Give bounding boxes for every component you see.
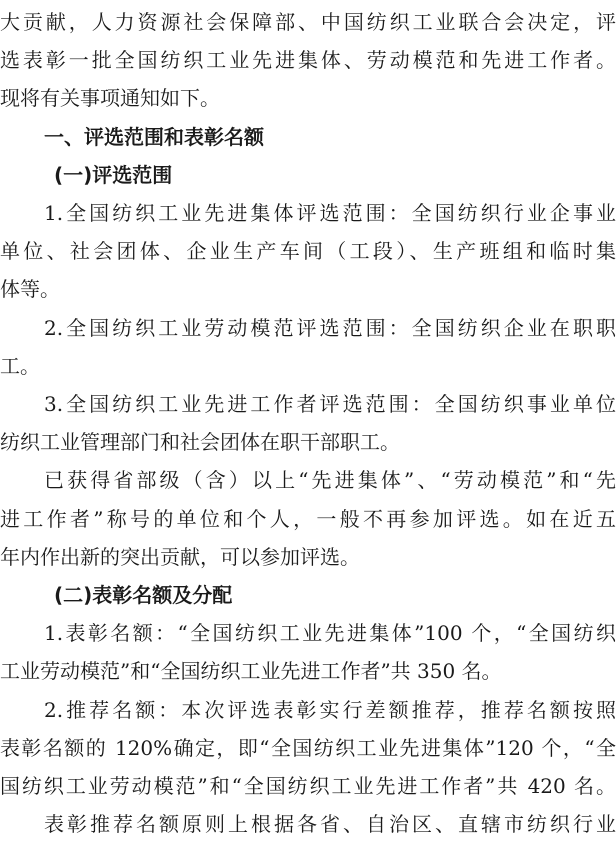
paragraph-line: 现将有关事项通知如下。 <box>0 86 220 110</box>
paragraph-line: 年内作出新的突出贡献，可以参加评选。 <box>0 545 360 569</box>
paragraph-line: 已获得省部级（含）以上“先进集体”、“劳动模范”和“先 <box>44 468 616 492</box>
paragraph-line: 3.全国纺织工业先进工作者评选范围：全国纺织事业单位 <box>44 392 616 416</box>
paragraph-line: 纺织工业管理部门和社会团体在职干部职工。 <box>0 430 400 454</box>
paragraph-line: 进工作者”称号的单位和个人，一般不再参加评选。如在近五 <box>0 507 616 531</box>
paragraph-line: 体等。 <box>0 277 60 301</box>
subsection-heading: (一)评选范围 <box>54 163 173 187</box>
paragraph-line: 工业劳动模范”和“全国纺织工业先进工作者”共 350 名。 <box>0 659 502 683</box>
paragraph-line: 工。 <box>0 354 40 378</box>
paragraph-line: 表彰推荐名额原则上根据各省、自治区、直辖市纺织行业 <box>44 812 616 836</box>
paragraph-line: 2.推荐名额：本次评选表彰实行差额推荐，推荐名额按照 <box>44 698 616 722</box>
paragraph-line: 1.全国纺织工业先进集体评选范围：全国纺织行业企事业 <box>44 201 616 225</box>
section-heading: 一、评选范围和表彰名额 <box>44 125 264 149</box>
paragraph-line: 表彰名额的 120%确定，即“全国纺织工业先进集体”120 个，“全 <box>0 736 616 760</box>
paragraph-line: 1.表彰名额：“全国纺织工业先进集体”100 个，“全国纺织 <box>44 621 616 645</box>
subsection-heading: (二)表彰名额及分配 <box>54 583 233 607</box>
paragraph-line: 2.全国纺织工业劳动模范评选范围：全国纺织企业在职职 <box>44 316 616 340</box>
paragraph-line: 选表彰一批全国纺织工业先进集体、劳动模范和先进工作者。 <box>0 48 616 72</box>
paragraph-line: 大贡献，人力资源社会保障部、中国纺织工业联合会决定，评 <box>0 10 616 34</box>
paragraph-line: 国纺织工业劳动模范”和“全国纺织工业先进工作者”共 420 名。 <box>0 774 616 798</box>
paragraph-line: 单位、社会团体、企业生产车间（工段）、生产班组和临时集 <box>0 239 616 263</box>
